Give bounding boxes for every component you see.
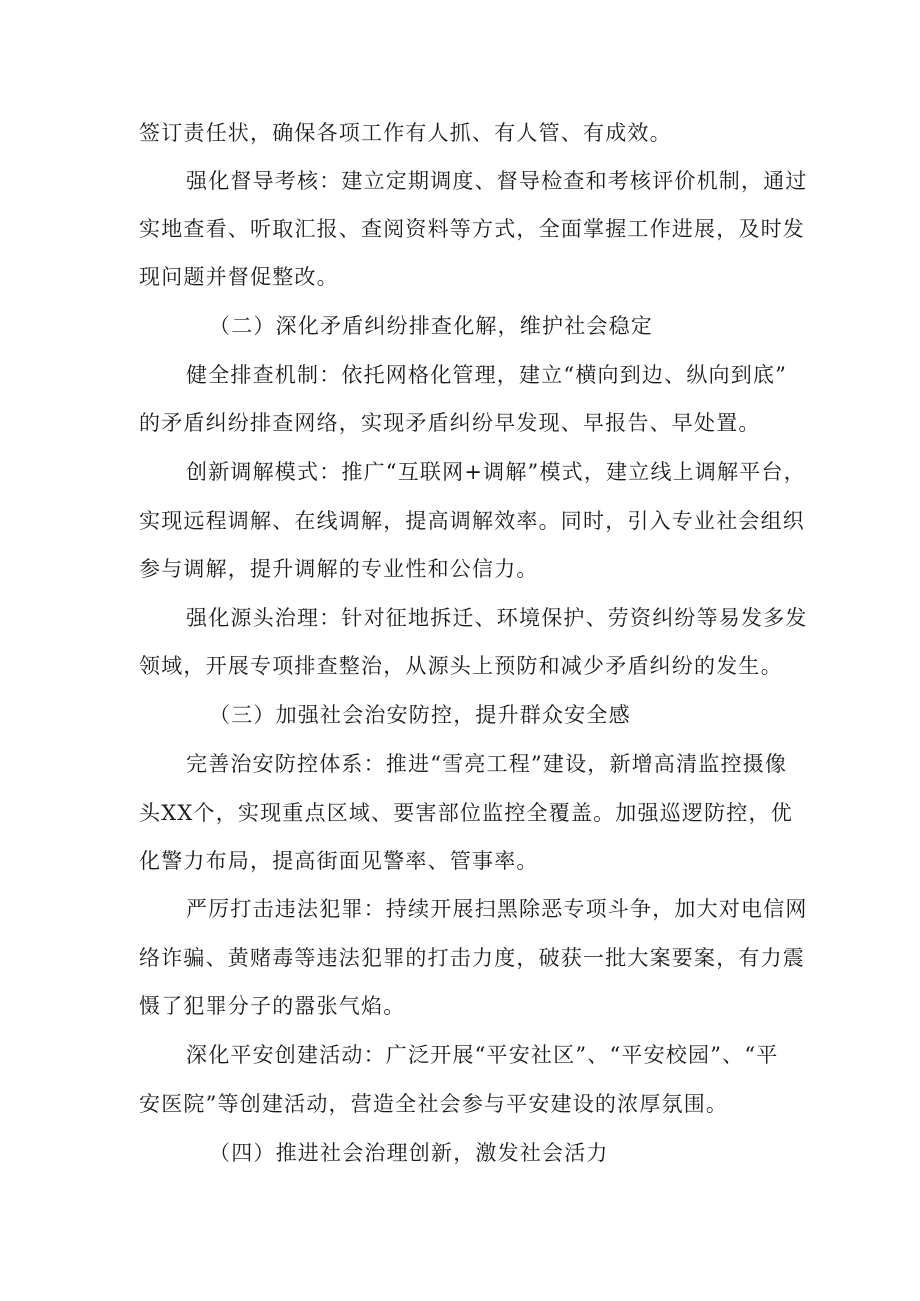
- text-line: 安医院”等创建活动，营造全社会参与平安建设的浓厚氛围。: [139, 1092, 729, 1116]
- text-line: 实地查看、听取汇报、查阅资料等方式，全面掌握工作进展，及时发: [139, 217, 805, 241]
- text-line: 严厉打击违法犯罪：持续开展扫黑除恶专项斗争，加大对电信网: [186, 897, 808, 921]
- text-line: 健全排查机制：依托网格化管理，建立“横向到边、纵向到底”: [186, 363, 788, 387]
- text-line: 强化源头治理：针对征地拆迁、环境保护、劳资纠纷等易发多发: [186, 606, 808, 630]
- text-line: 慑了犯罪分子的嚣张气焰。: [139, 994, 406, 1018]
- text-line: 头XX个，实现重点区域、要害部位监控全覆盖。加强巡逻防控，优: [139, 801, 793, 825]
- section-heading: （二）深化矛盾纠纷排查化解，维护社会稳定: [209, 314, 653, 338]
- text-line: 深化平安创建活动：广泛开展“平安社区”、“平安校园”、“平: [186, 1043, 779, 1067]
- text-line: 完善治安防控体系：推进“雪亮工程”建设，新增高清监控摄像: [186, 752, 788, 776]
- text-line: 签订责任状，确保各项工作有人抓、有人管、有成效。: [139, 121, 672, 145]
- section-heading: （四）推进社会治理创新，激发社会活力: [209, 1141, 609, 1165]
- text-line: 现问题并督促整改。: [139, 265, 339, 289]
- text-line: 创新调解模式：推广“互联网+调解”模式，建立线上调解平台，: [186, 460, 806, 484]
- text-line: 参与调解，提升调解的专业性和公信力。: [139, 557, 539, 581]
- text-line: 实现远程调解、在线调解，提高调解效率。同时，引入专业社会组织: [139, 509, 805, 533]
- text-line: 的矛盾纠纷排查网络，实现矛盾纠纷早发现、早报告、早处置。: [139, 411, 761, 435]
- text-line: 领域，开展专项排查整治，从源头上预防和减少矛盾纠纷的发生。: [139, 654, 783, 678]
- text-line: 络诈骗、黄赌毒等违法犯罪的打击力度，破获一批大案要案，有力震: [139, 946, 805, 970]
- section-heading: （三）加强社会治安防控，提升群众安全感: [209, 703, 631, 727]
- text-line: 强化督导考核：建立定期调度、督导检查和考核评价机制，通过: [186, 169, 808, 193]
- text-line: 化警力布局，提高街面见警率、管事率。: [139, 849, 539, 873]
